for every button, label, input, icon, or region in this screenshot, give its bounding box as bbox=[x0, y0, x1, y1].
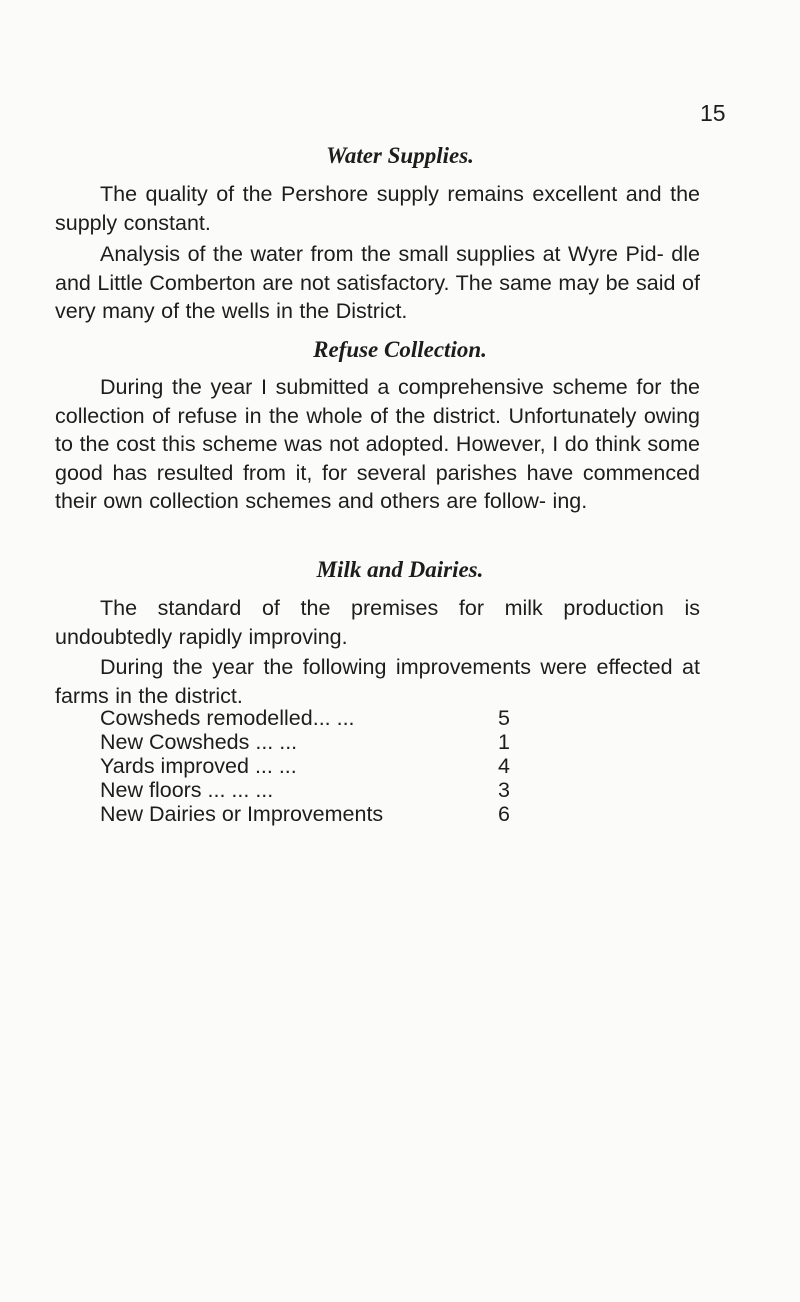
improvement-label: New Dairies or Improvements bbox=[100, 802, 384, 826]
improvement-label: New Cowsheds ... ... bbox=[100, 730, 298, 754]
paragraph-water-quality: The quality of the Pershore supply remains excellent and the supply constant. bbox=[55, 182, 700, 235]
heading-water-supplies: Water Supplies. bbox=[326, 143, 474, 168]
improvement-label: Cowsheds remodelled... ... bbox=[100, 706, 355, 730]
improvement-label: New floors ... ... ... bbox=[100, 778, 274, 802]
improvement-count: 3 bbox=[498, 778, 510, 802]
improvement-label: Yards improved ... ... bbox=[100, 754, 297, 778]
paragraph-refuse-scheme: During the year I submitted a comprehensive scheme for the collection of refuse in the whole of the district. Unfortunately owing to the cost this scheme was not adopted. However, I do think some good has resulted from it, for several parishes have commenced their own collection schemes and others are follow- ing. bbox=[55, 375, 700, 513]
improvement-count: 1 bbox=[498, 730, 510, 754]
improvements-list bbox=[100, 706, 510, 826]
heading-milk-and-dairies: Milk and Dairies. bbox=[316, 557, 484, 582]
heading-refuse-collection: Refuse Collection. bbox=[313, 337, 487, 362]
list-item bbox=[100, 802, 510, 826]
improvement-count: 4 bbox=[498, 754, 510, 778]
list-item bbox=[100, 778, 510, 802]
paragraph-milk-standard: The standard of the premises for milk production is undoubtedly rapidly improving. bbox=[55, 596, 700, 649]
improvement-count: 6 bbox=[498, 802, 510, 826]
page-number: 15 bbox=[700, 100, 726, 126]
paragraph-improvements-intro: During the year the following improvements were effected at farms in the district. bbox=[55, 655, 700, 708]
list-item bbox=[100, 706, 510, 730]
list-item bbox=[100, 754, 510, 778]
paragraph-water-analysis: Analysis of the water from the small supplies at Wyre Pid- dle and Little Comberton are not satisfactory. The same may be said of very many of the wells in the District. bbox=[55, 242, 700, 323]
list-item bbox=[100, 730, 510, 754]
improvement-count: 5 bbox=[498, 706, 510, 730]
